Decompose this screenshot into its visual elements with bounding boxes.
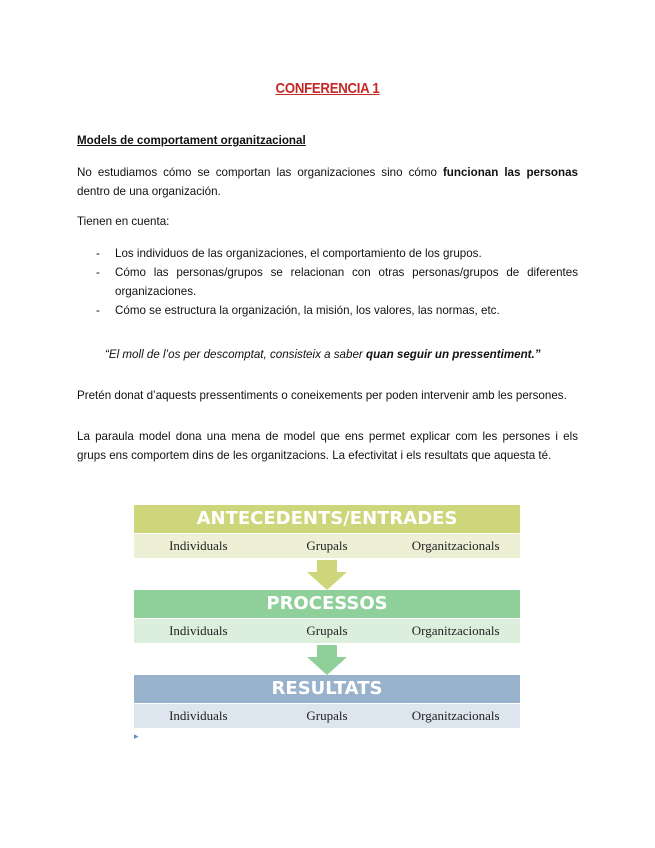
stage-item: Individuals <box>169 708 228 723</box>
down-arrow-icon <box>307 560 347 590</box>
stage-antecedents-row <box>134 534 520 558</box>
stage-item: Grupals <box>306 623 348 638</box>
quote <box>105 345 575 364</box>
paragraph-model: La paraula model dona una mena de model que ens permet explicar com les persones i els grups ens comportem dins de les organitzacions. La efectivitat i els resultats que aquesta té. <box>77 430 578 462</box>
stage-item: Individuals <box>169 538 228 553</box>
list-item <box>77 263 578 301</box>
quote-bold: quan seguir un pressentiment.” <box>365 348 541 361</box>
stage-item: Grupals <box>306 708 348 723</box>
anchor-marker-icon: ▸ <box>134 731 139 741</box>
paragraph-intro <box>77 163 578 201</box>
bullet-list <box>77 244 578 320</box>
paragraph-considerations: Tienen en cuenta: <box>77 215 170 228</box>
section-heading: Models de comportament organitzacional <box>77 134 306 147</box>
stage-item: Organitzacionals <box>411 538 500 553</box>
quote-text: “El moll de l’os per descomptat, consisteix a saber <box>105 348 366 361</box>
stage-item: Organitzacionals <box>411 708 500 723</box>
stage-resultats-header: RESULTATS <box>134 675 520 703</box>
bullet-dash: - <box>96 247 100 260</box>
stage-item: Individuals <box>169 623 228 638</box>
bullet-dash: - <box>96 304 100 317</box>
paragraph-intro-text-a: No estudiamos cómo se comportan las organizaciones sino cómo <box>77 166 443 179</box>
list-item <box>77 244 578 263</box>
stage-item: Organitzacionals <box>411 623 500 638</box>
list-item-text: Cómo las personas/grupos se relacionan con otras personas/grupos de diferentes organizaciones. <box>115 266 578 298</box>
list-item <box>77 301 578 320</box>
paragraph-intro-bold: funcionan las personas <box>442 166 578 179</box>
paragraph-intro-text-b: dentro de una organización. <box>77 185 221 198</box>
stage-item: Grupals <box>306 538 348 553</box>
down-arrow-icon <box>307 645 347 675</box>
page-title: CONFERENCIA 1 <box>275 80 380 97</box>
process-diagram <box>134 502 520 742</box>
list-item-text: Cómo se estructura la organización, la misión, los valores, las normas, etc. <box>115 304 500 317</box>
stage-processos-header: PROCESSOS <box>134 590 520 618</box>
stage-resultats-row <box>134 704 520 728</box>
paragraph-intervention: Pretén donat d’aquests pressentiments o coneixements per poden intervenir amb les persones. <box>77 389 567 402</box>
bullet-dash: - <box>96 266 100 279</box>
list-item-text: Los individuos de las organizaciones, el comportamiento de los grupos. <box>115 247 482 260</box>
stage-antecedents-header: ANTECEDENTS/ENTRADES <box>134 505 520 533</box>
stage-processos-row <box>134 619 520 643</box>
